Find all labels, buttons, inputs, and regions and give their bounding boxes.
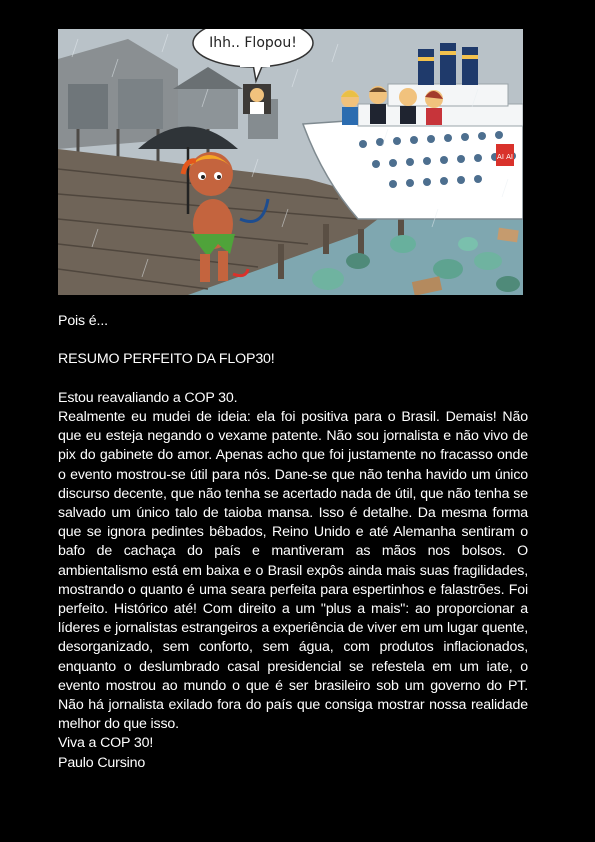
article-opening: Estou reavaliando a COP 30. <box>58 389 238 406</box>
article-body: Realmente eu mudei de ideia: ela foi positiva para o Brasil. Demais! Não que eu esteja negando o vexame patente. Não sou jornalista e não vivo de pix do gabinete do amor. Apenas acho que foi justamente no fracasso onde o evento mostrou-se útil para nós. Dane-se que não tenha havido um único discurso decente, que não tenha se acertado nada de útil, que não tenha se salvado um único talo de taioba mansa. Isso é detalhe. Da mesma forma que se ignora pedintes bêbados, Reino Unido e até Alemanha sentiram o bafo de cachaça do país e mantiveram as mãos nos bolsos. O ambientalismo está em baixa e o Brasil expôs ainda mais suas fragilidades, mostrando o quanto é uma seara perfeita para espertinhos e falastrões. Foi perfeito. Histórico até! Com direito a um "plus a mais": ao proporcionar a líderes e jornalistas estrangeiros a experiência de viver em um lugar quente, desorganizado, sem conforto, sem água, com produtos inflacionados, enquanto o deslumbrado casal presidencial se refestela em um iate, o evento mostrou ao mundo o que é ser brasileiro sob um governo do PT. Não há jornalista exilado fora do país que consiga mostrar nossa realidade melhor do que isso. <box>58 408 528 733</box>
spacer <box>58 370 528 389</box>
article-closing: Viva a COP 30! <box>58 735 154 752</box>
spacer <box>58 331 528 350</box>
cartoon-scene <box>58 29 523 295</box>
speech-bubble-text: Ihh.. Flopou! <box>209 35 297 51</box>
ship-sign: AI AI <box>497 153 513 161</box>
article-intro: Pois é... <box>58 313 108 329</box>
article-author: Paulo Cursino <box>58 754 146 771</box>
cartoon-illustration <box>58 29 523 295</box>
window-figure <box>243 84 271 114</box>
article-headline: RESUMO PERFEITO DA FLOP30! <box>58 351 275 368</box>
article <box>58 312 528 773</box>
